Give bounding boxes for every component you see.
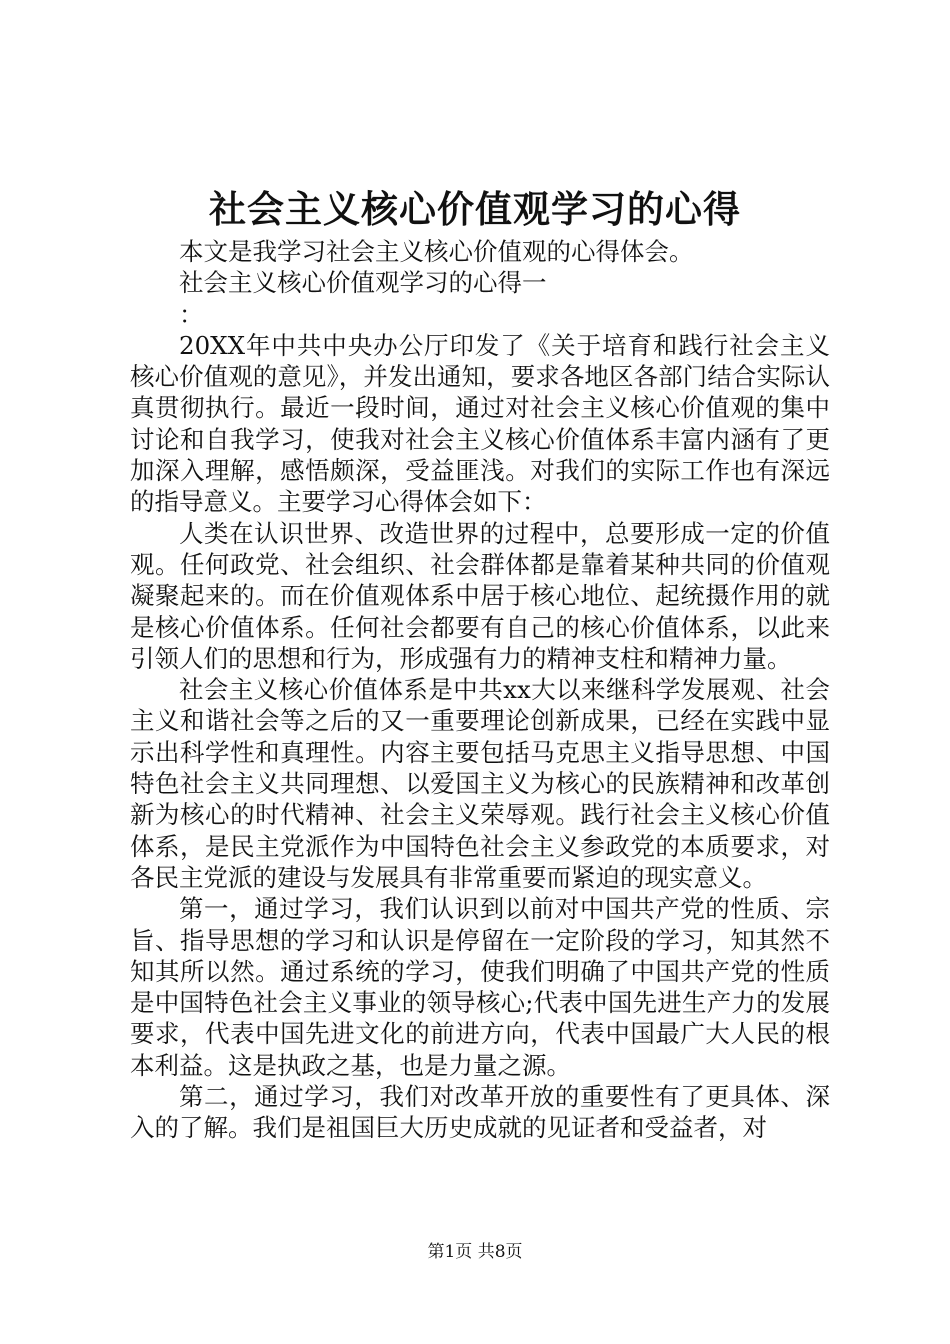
paragraph-body: 人类在认识世界、改造世界的过程中，总要形成一定的价值观。任何政党、社会组织、社会群体都是靠着某种共同的价值观凝聚起来的。而在价值观体系中居于核心地位、起统摄作用的就是核心价值体系。任何社会都要有自己的核心价值体系，以此来引领人们的思想和行为，形成强有力的精神支柱和精神力量。 (130, 518, 830, 673)
paragraph-body: 社会主义核心价值体系是中共xx大以来继科学发展观、社会主义和谐社会等之后的又一重要理论创新成果，已经在实践中显示出科学性和真理性。内容主要包括马克思主义指导思想、中国特色社会主义共同理想、以爱国主义为核心的民族精神和改革创新为核心的时代精神、社会主义荣辱观。践行社会主义核心价值体系，是民主党派作为中国特色社会主义参政党的本质要求，对各民主党派的建设与发展具有非常重要而紧迫的现实意义。 (130, 675, 830, 892)
paragraph-subheading: 社会主义核心价值观学习的心得一 (179, 268, 547, 298)
paragraph-colon: ： (179, 299, 204, 329)
document-body (130, 236, 830, 1144)
paragraph-body: 第二，通过学习，我们对改革开放的重要性有了更具体、深入的了解。我们是祖国巨大历史成就的见证者和受益者，对 (130, 1082, 830, 1143)
page-number-footer: 第1页 共8页 (427, 1242, 523, 1262)
document-title: 社会主义核心价值观学习的心得 (209, 187, 741, 231)
paragraph-intro: 本文是我学习社会主义核心价值观的心得体会。 (179, 237, 694, 266)
paragraph-body: 20XX年中共中央办公厅印发了《关于培育和践行社会主义核心价值观的意见》，并发出通知，要求各地区各部门结合实际认真贯彻执行。最近一段时间，通过对社会主义核心价值观的集中讨论和自我学习，使我对社会主义核心价值体系丰富内涵有了更加深入理解，感悟颇深，受益匪浅。对我们的实际工作也有深远的指导意义。主要学习心得体会如下： (130, 330, 830, 517)
paragraph-body: 第一，通过学习，我们认识到以前对中国共产党的性质、宗旨、指导思想的学习和认识是停留在一定阶段的学习，知其然不知其所以然。通过系统的学习，使我们明确了中国共产党的性质是中国特色社会主义事业的领导核心;代表中国先进生产力的发展要求，代表中国先进文化的前进方向，代表中国最广大人民的根本利益。这是执政之基，也是力量之源。 (130, 894, 830, 1080)
